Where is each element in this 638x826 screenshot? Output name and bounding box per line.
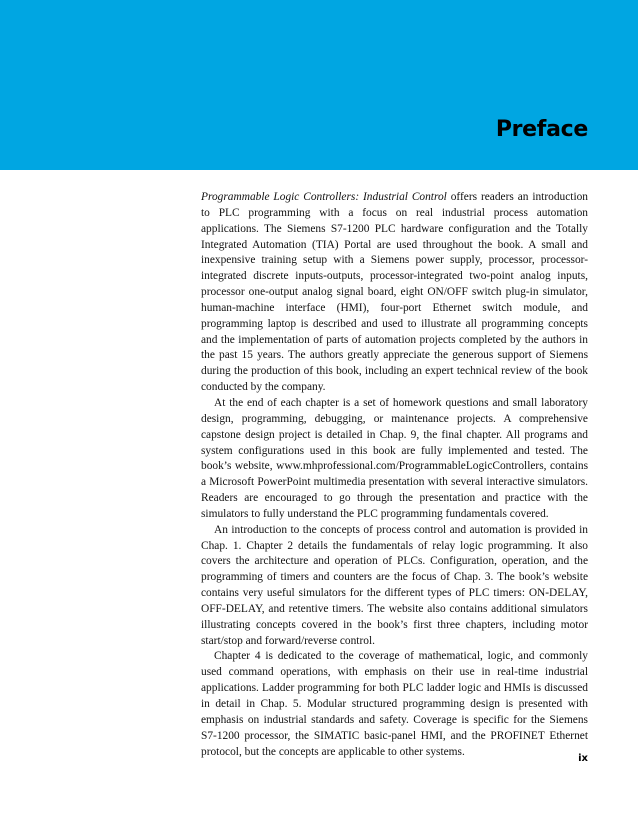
- paragraph-1: [201, 190, 588, 396]
- chapter-title: Preface: [495, 117, 588, 142]
- page-number: ix: [578, 753, 588, 764]
- chapter-header-band: [0, 0, 638, 170]
- paragraph-2: At the end of each chapter is a set of homework questions and small laboratory design, programming, debugging, or maintenance projects. A comprehensive capstone design project is detailed in Chap. 9, the final chapter. All programs and system configurations used in this book are fully implemented and tested. The book’s website, www.mhprofessional.com/ProgrammableLogicControllers, contains a Microsoft PowerPoint multimedia presentation with several interactive simulators. Readers are encouraged to go through the presentation and practice with the simulators to fully understand the PLC programming fundamentals covered.: [201, 396, 588, 520]
- body-text: [201, 190, 588, 760]
- paragraph-4: Chapter 4 is dedicated to the coverage of mathematical, logic, and commonly used command operations, with emphasis on their use in real-time industrial applications. Ladder programming for both PLC ladder logic and HMIs is discussed in detail in Chap. 5. Modular structured programming design is presented with emphasis on industrial standards and safety. Coverage is specific for the Siemens S7-1200 processor, the SIMATIC basic-panel HMI, and the PROFINET Ethernet protocol, but the concepts are applicable to other systems.: [201, 650, 588, 758]
- paragraph-1-text: offers readers an introduction to PLC programming with a focus on real industrial process automation applications. The Siemens S7-1200 PLC hardware configuration and the Totally Integrated Automation (TIA) Portal are used throughout the book. A small and inexpensive training setup with a Siemens power supply, processor, processor-integrated discrete inputs-outputs, processor-integrated two-point analog inputs, processor one-output analog signal board, eight ON/OFF switch plug-in simulator, human-machine interface (HMI), four-port Ethernet switch module, and programming laptop is described and used to illustrate all programming concepts and the implementation of parts of automation projects completed by the authors in the past 15 years. The authors greatly appreciate the generous support of Siemens during the production of this book, including an expert technical review of the book conducted by the company.: [201, 191, 588, 394]
- paragraph-3: An introduction to the concepts of process control and automation is provided in Chap. 1. Chapter 2 details the fundamentals of relay logic programming. It also covers the architecture and operation of PLCs. Configuration, operation, and the programming of timers and counters are the focus of Chap. 3. The book’s website contains very useful simulators for the different types of PLC timers: ON-DELAY, OFF-DELAY, and retentive timers. The website also contains additional simulators illustrating concepts covered in the book’s first three chapters, including motor start/stop and forward/reverse control.: [201, 523, 588, 647]
- book-title: Programmable Logic Controllers: Industrial Control: [201, 191, 447, 203]
